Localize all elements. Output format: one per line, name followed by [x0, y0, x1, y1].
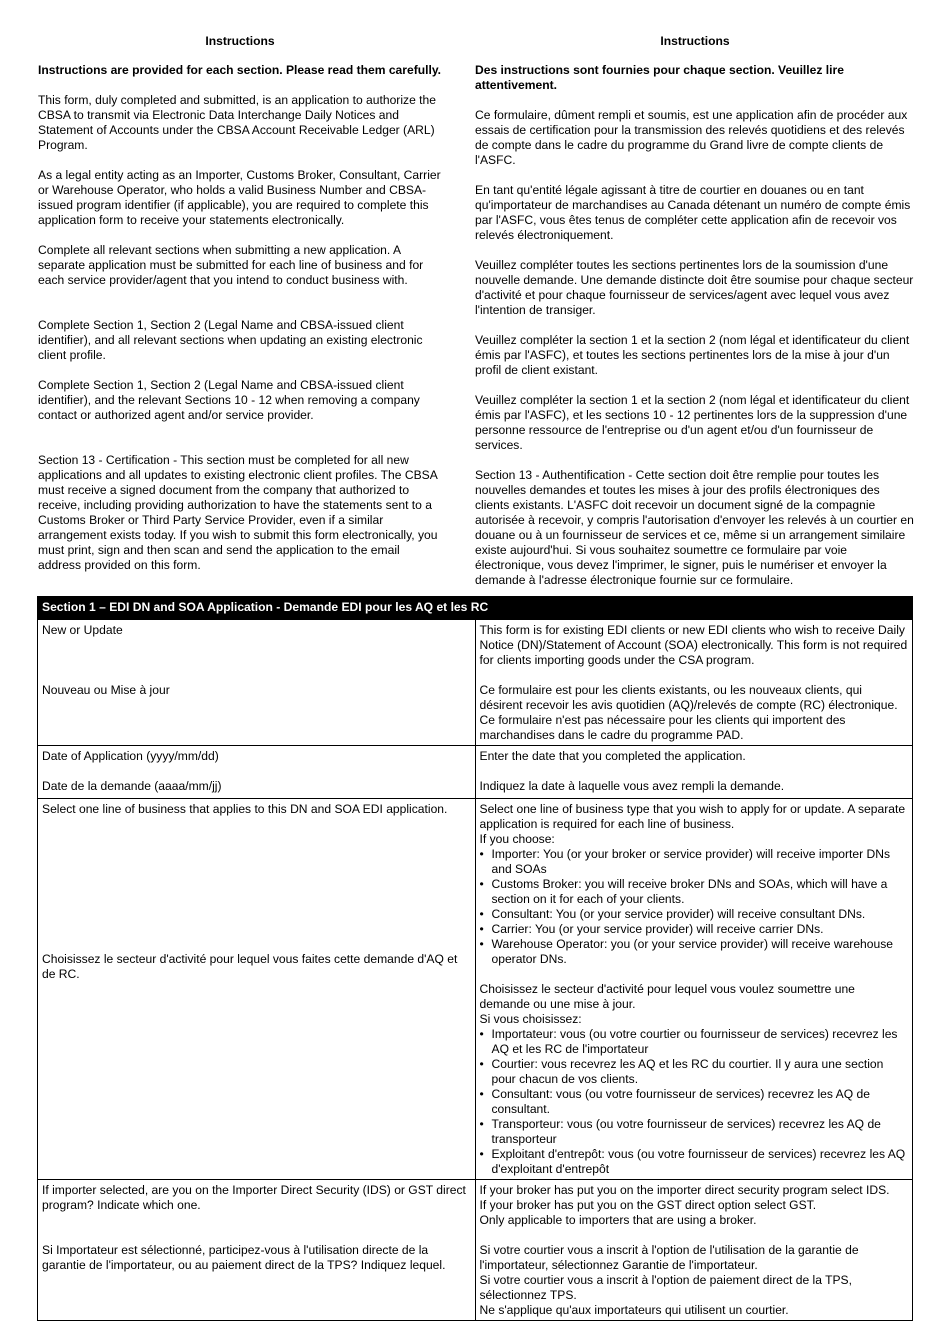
label-en: Date of Application (yyyy/mm/dd): [42, 749, 219, 763]
row-description-cell: [475, 799, 913, 1180]
desc-en: Select one line of business type that you wish to apply for or update. A separate application is required for each line of business.: [479, 802, 906, 831]
bullet-list-en: [480, 847, 909, 967]
label-en: Select one line of business that applies to this DN and SOA EDI application.: [42, 802, 448, 816]
list-item: • Consultant: vous (ou votre fournisseur de services) recevrez les AQ de consultant.: [480, 1087, 909, 1117]
row-label-cell: [38, 620, 476, 746]
label-fr: Nouveau ou Mise à jour: [42, 683, 170, 697]
instructions-paragraph-en: This form, duly completed and submitted, is an application to authorize the CBSA to transmit via Electronic Data Interchange Daily Notices and Statement of Accounts under the CBSA Account Receivable Ledger (ARL) Program.: [38, 93, 436, 152]
desc-fr: Indiquez la date à laquelle vous avez rempli la demande.: [479, 779, 785, 793]
list-item: • Consultant: You (or your service provider) will receive consultant DNs.: [480, 907, 909, 922]
desc-line-en: If your broker has put you on the importer direct security program select IDS.: [479, 1183, 890, 1197]
instructions-intro-fr: Des instructions sont fournies pour chaque section. Veuillez lire attentivement.: [475, 63, 844, 92]
table-row: [38, 620, 913, 746]
desc-line-fr: Si votre courtier vous a inscrit à l'option de l'utilisation de la garantie de l'importateur, sélectionnez Garantie de l'importateur.: [479, 1243, 859, 1272]
desc-line-fr: Si votre courtier vous a inscrit à l'option de paiement direct de la TPS, sélectionnez TPS.: [479, 1273, 852, 1302]
list-item: • Importer: You (or your broker or service provider) will receive importer DNs and SOAs: [480, 847, 909, 877]
label-en: If importer selected, are you on the Importer Direct Security (IDS) or GST direct program? Indicate which one.: [42, 1183, 466, 1212]
instructions-intro-en: Instructions are provided for each section. Please read them carefully.: [38, 63, 442, 77]
list-item: • Courtier: vous recevrez les AQ et les RC du courtier. Il y aura une section pour chacun de vos clients.: [480, 1057, 909, 1087]
label-fr: Si Importateur est sélectionné, participez-vous à l'utilisation directe de la garantie de l'importateur, ou au paiement direct de la TPS? Indiquez lequel.: [42, 1243, 446, 1272]
desc-fr: Ce formulaire est pour les clients existants, ou les nouveaux clients, qui désirent recevoir les avis quotidien (AQ)/relevés de compte (RC) électronique. Ce formulaire n'est pas nécessaire pour les clients qui importent des marchandises dans le cadre du programme PAD.: [479, 683, 898, 742]
instructions-paragraph-fr: Veuillez compléter la section 1 et la section 2 (nom légal et identificateur du client émis par l'ASFC), et toutes les sections pertinentes lors de la mise à jour d'un profil de client existant.: [475, 333, 910, 377]
table-row: [38, 746, 913, 799]
instructions-paragraph-en: Complete Section 1, Section 2 (Legal Name and CBSA-issued client identifier), and all relevant sections when updating an existing electronic client profile.: [38, 318, 423, 362]
list-item: • Transporteur: vous (ou votre fournisseur de services) recevrez les AQ de transporteur: [480, 1117, 909, 1147]
row-description-cell: [475, 620, 913, 746]
section1-header: Section 1 – EDI DN and SOA Application - Demande EDI pour les AQ et les RC: [38, 597, 913, 620]
desc-en: Enter the date that you completed the application.: [479, 749, 746, 763]
list-item: • Exploitant d'entrepôt: vous (ou votre fournisseur de services) recevrez les AQ d'exploitant d'entrepôt: [480, 1147, 909, 1177]
instructions-paragraph-fr: Section 13 - Authentification - Cette section doit être remplie pour toutes les nouvelles demandes et toutes les mises à jour des profils électroniques des clients existants. L'ASFC doit recevoir un document signé de la compagnie autorisée à recevoir, y compris l'autorisation d'envoyer les relevés à un courtier en douane ou à un fournisseur de services et ce, même si un arrangement similaire existe aujourd'hui. Si vous souhaitez soumettre ce formulaire par voie électronique, vous devez l'imprimer, le signer, puis le numériser et envoyer la demande à l'adresse électronique fournie sur ce formulaire.: [475, 468, 914, 587]
table-row: [38, 1180, 913, 1321]
table-row: [38, 799, 913, 1180]
desc-fr: Choisissez le secteur d'activité pour lequel vous voulez soumettre une demande ou une mise à jour.: [479, 982, 855, 1011]
bullet-list-fr: [480, 1027, 909, 1177]
row-label-cell: [38, 1180, 476, 1321]
row-label-cell: [38, 746, 476, 799]
desc-fr-choose: Si vous choisissez:: [479, 1012, 582, 1026]
row-description-cell: [475, 1180, 913, 1321]
instructions-paragraph-fr: En tant qu'entité légale agissant à titre de courtier en douanes ou en tant qu'importateur de marchandises au Canada détenant un numéro de compte émis par l'ASFC, vous êtes tenus de compléter cette application afin de recevoir vos relevés électroniquement.: [475, 183, 911, 242]
section1-table: [37, 596, 913, 1321]
instructions-english: [38, 34, 442, 573]
list-item: • Importateur: vous (ou votre courtier ou fournisseur de services) recevrez les AQ et les RC de l'importateur: [480, 1027, 909, 1057]
instructions-heading-en: Instructions: [205, 34, 275, 48]
instructions-paragraph-en: Section 13 - Certification - This section must be completed for all new applications and all updates to existing electronic client profiles. The CBSA must receive a signed document from the company that authorized to receive, including providing authorization to have the statements sent to a Customs Broker or Third Party Service Provider, even if a similar arrangement exists today. If you wish to submit this form electronically, you must print, sign and then scan and send the application to the email address provided on this form.: [38, 453, 438, 572]
label-en: New or Update: [42, 623, 123, 637]
list-item: • Customs Broker: you will receive broker DNs and SOAs, which will have a section on it for each of your clients.: [480, 877, 909, 907]
instructions-paragraph-en: As a legal entity acting as an Importer, Customs Broker, Consultant, Carrier or Warehouse Operator, who holds a valid Business Number and CBSA-issued program identifier (if applicable), you are required to complete this application form to receive your statements electronically.: [38, 168, 441, 227]
instructions-paragraph-fr: Veuillez compléter la section 1 et la section 2 (nom légal et identificateur du client émis par l'ASFC), et les sections 10 - 12 pertinentes lors de la suppression d'une personne ressource de l'entreprise ou d'un agent et/ou d'un fournisseur de services.: [475, 393, 910, 452]
instructions-paragraph-fr: Ce formulaire, dûment rempli et soumis, est une application afin de procéder aux essais de certification pour la transmission des relevés quotidiens et des relevés de compte dans le cadre du programme du Grand livre de compte clients de l'ASFC.: [475, 108, 908, 167]
desc-line-fr: Ne s'applique qu'aux importateurs qui utilisent un courtier.: [479, 1303, 789, 1317]
label-fr: Date de la demande (aaaa/mm/jj): [42, 779, 222, 793]
desc-line-en: If your broker has put you on the GST direct option select GST.: [479, 1198, 817, 1212]
desc-en-choose: If you choose:: [479, 832, 555, 846]
list-item: • Warehouse Operator: you (or your service provider) will receive warehouse operator DNs.: [480, 937, 909, 967]
instructions-french: [475, 34, 915, 588]
instructions-paragraph-en: Complete Section 1, Section 2 (Legal Name and CBSA-issued client identifier), and the relevant Sections 10 - 12 when removing a company contact or authorized agent and/or service provider.: [38, 378, 420, 422]
label-fr: Choisissez le secteur d'activité pour lequel vous faites cette demande d'AQ et de RC.: [42, 952, 458, 981]
instructions-paragraph-en: Complete all relevant sections when submitting a new application. A separate application must be submitted for each line of business and for each service provider/agent that you intend to conduct business with.: [38, 243, 424, 287]
desc-en: This form is for existing EDI clients or new EDI clients who wish to receive Daily Notice (DN)/Statement of Account (SOA) electronically. This form is not required for clients importing goods under the CSA program.: [479, 623, 908, 667]
desc-line-en: Only applicable to importers that are using a broker.: [479, 1213, 757, 1227]
list-item: • Carrier: You (or your service provider) will receive carrier DNs.: [480, 922, 909, 937]
row-label-cell: [38, 799, 476, 1180]
row-description-cell: [475, 746, 913, 799]
instructions-heading-fr: Instructions: [660, 34, 730, 48]
instructions-paragraph-fr: Veuillez compléter toutes les sections pertinentes lors de la soumission d'une nouvelle demande. Une demande distincte doit être soumise pour chaque secteur d'activité et pour chaque fournisseur de services/agent avec lequel vous avez l'intention de transiger.: [475, 258, 914, 317]
